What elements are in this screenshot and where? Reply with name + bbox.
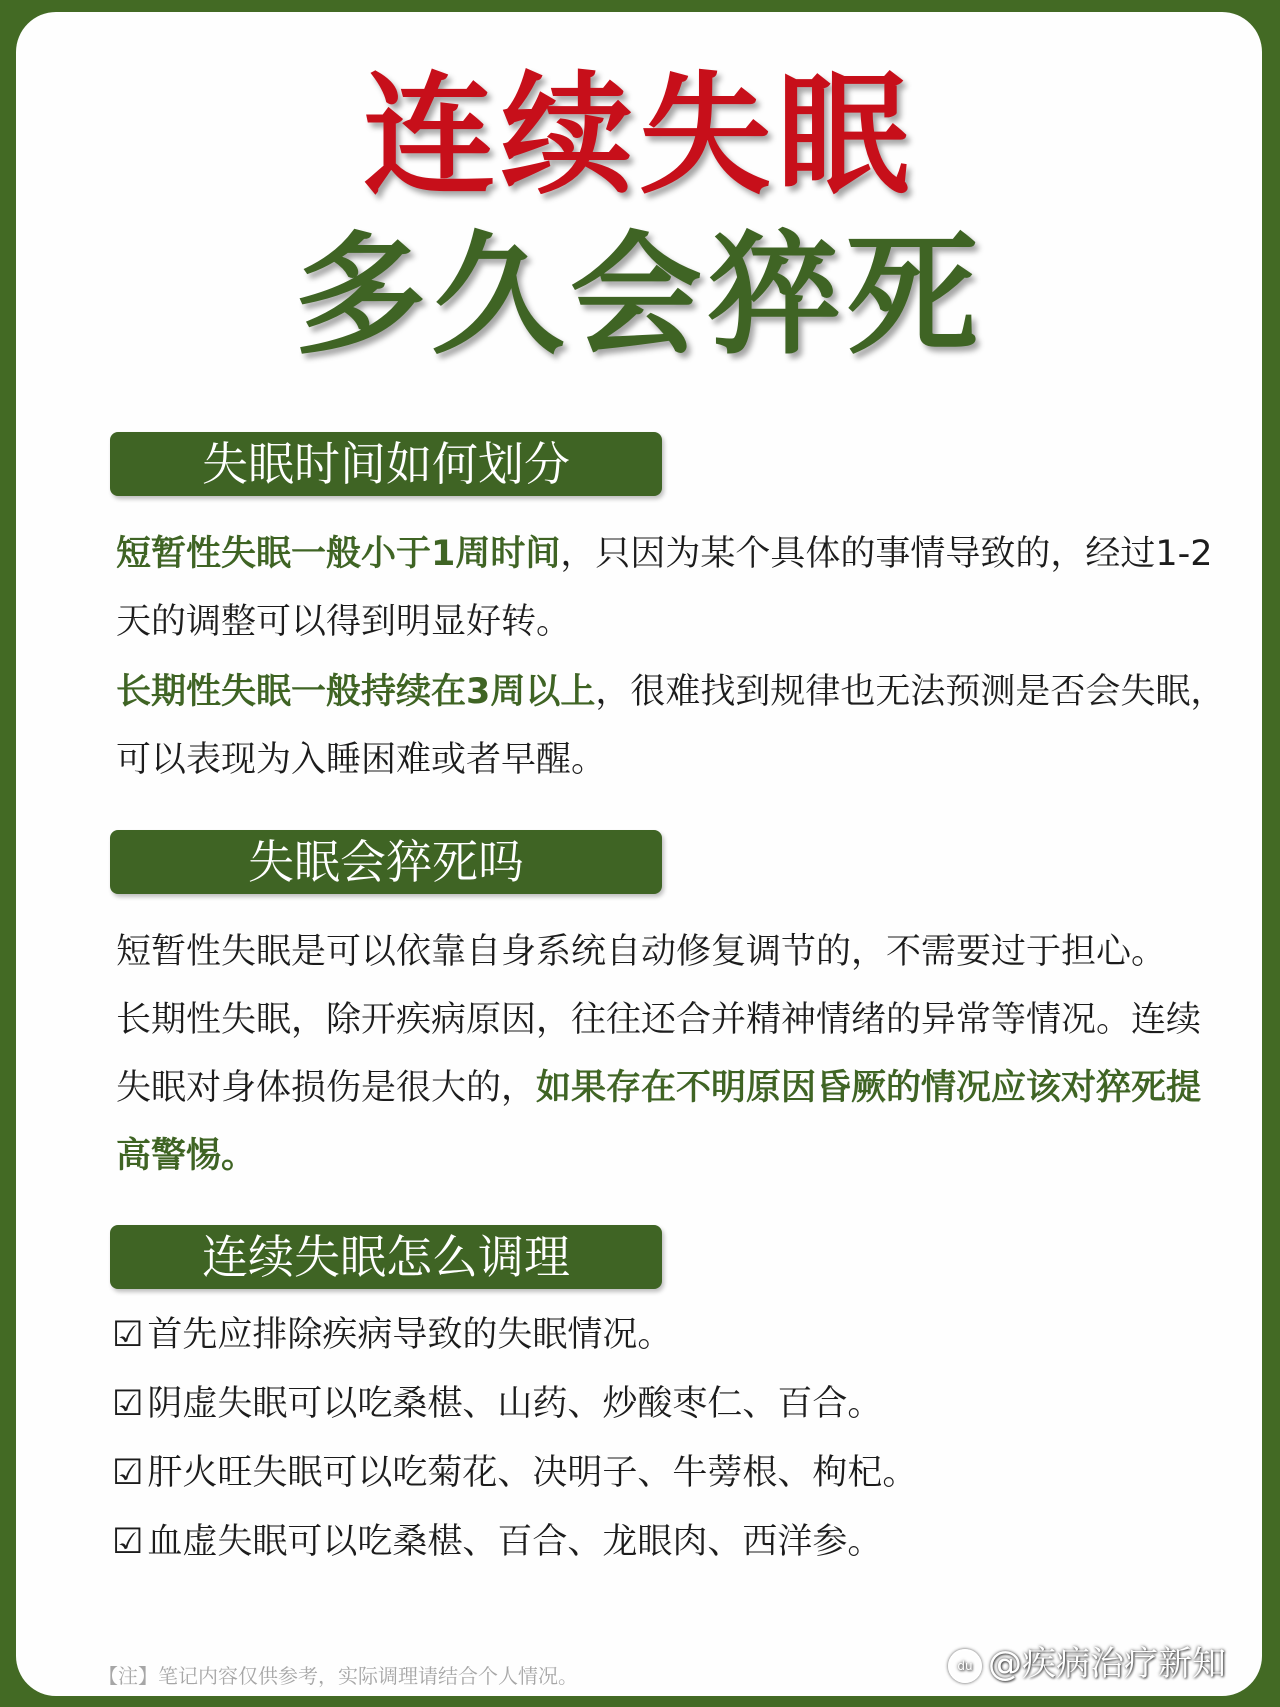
paragraph-highlight: 如果存在不明原因昏厥的情况应该对猝死提高警惕。 (116, 1068, 1202, 1176)
checklist-item (112, 1450, 917, 1496)
paragraph-short-term (116, 520, 1226, 656)
paragraph-highlight: 长期性失眠一般持续在3周以上 (116, 672, 596, 712)
section-header-sudden-death: 失眠会猝死吗 (110, 830, 662, 894)
paragraph-short-term-repair (116, 918, 1226, 986)
paragraph-long-term-risk (116, 986, 1226, 1190)
checklist-item (112, 1519, 882, 1565)
checkbox-icon: ☑ (112, 1453, 144, 1493)
checkbox-icon: ☑ (112, 1384, 144, 1424)
title-line-1: 连续失眠 (363, 59, 915, 213)
paw-logo-icon: du (948, 1649, 982, 1683)
checkbox-icon: ☑ (112, 1315, 144, 1355)
checklist-text: 阴虚失眠可以吃桑椹、山药、炒酸枣仁、百合。 (147, 1384, 883, 1424)
paragraph-long-term (116, 658, 1226, 794)
checklist-text: 肝火旺失眠可以吃菊花、决明子、牛蒡根、枸杞。 (147, 1453, 918, 1493)
checklist-text: 血虚失眠可以吃桑椹、百合、龙眼肉、西洋参。 (147, 1522, 883, 1562)
checklist-item (112, 1312, 672, 1358)
paragraph-text: 长期性失眠，除开疾病原因，往往还合并精神情绪的异常等情况。连续失眠对身体损伤是很大的， (116, 1000, 1202, 1108)
title-line-2: 多久会猝死 (294, 219, 984, 373)
paragraph-text: 短暂性失眠是可以依靠自身系统自动修复调节的，不需要过于担心。 (116, 932, 1167, 972)
checklist-text: 首先应排除疾病导致的失眠情况。 (147, 1315, 673, 1355)
paragraph-text: ，只因为某个具体的事情导致的，经过1-2天的调整可以得到明显好转。 (116, 534, 1213, 642)
footnote: 【注】笔记内容仅供参考，实际调理请结合个人情况。 (98, 1664, 578, 1688)
watermark-text: @疾病治疗新知 (988, 1644, 1226, 1684)
checklist-item (112, 1381, 882, 1427)
watermark (948, 1636, 1226, 1685)
section-header-treatment: 连续失眠怎么调理 (110, 1225, 662, 1289)
paragraph-highlight: 短暂性失眠一般小于1周时间 (116, 534, 561, 574)
checkbox-icon: ☑ (112, 1522, 144, 1562)
section-header-duration: 失眠时间如何划分 (110, 432, 662, 496)
poster-card (16, 12, 1262, 1696)
paragraph-text: ，很难找到规律也无法预测是否会失眠，可以表现为入睡困难或者早醒。 (116, 672, 1226, 780)
